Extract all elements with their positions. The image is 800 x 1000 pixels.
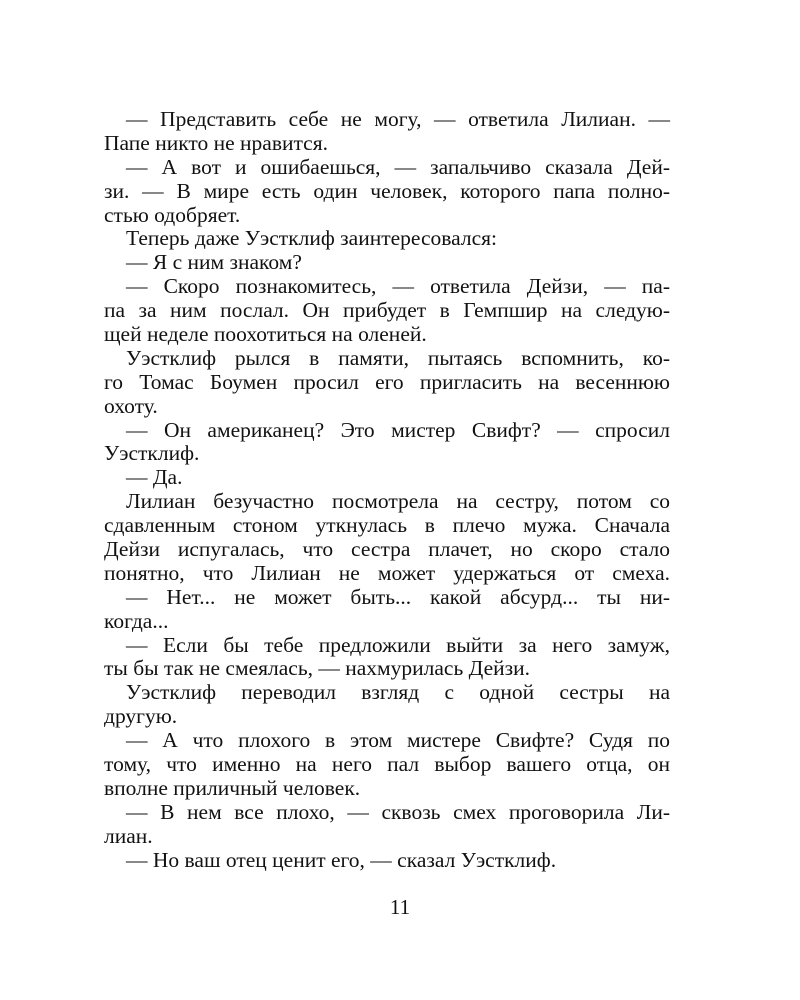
text-line: — Нет... не может быть... какой абсурд... ты ни- bbox=[126, 584, 670, 609]
text-line: — Представить себе не могу, — ответила Лилиан. — bbox=[126, 107, 670, 131]
page-text-block bbox=[104, 108, 670, 873]
text-line: зи. — В мире есть один человек, которого папа полно- bbox=[104, 178, 670, 203]
text-line: лиан. bbox=[104, 823, 153, 848]
text-line: когда... bbox=[104, 608, 169, 633]
text-line: понятно, что Лилиан не может удержаться от смеха. bbox=[104, 560, 670, 585]
text-line: Лилиан безучастно посмотрела на сестру, потом со bbox=[126, 489, 670, 514]
text-line: сдавленным стоном уткнулась в плечо мужа. Сначала bbox=[104, 513, 670, 538]
text-line: Уэстклиф рылся в памяти, пытаясь вспомнить, ко- bbox=[126, 345, 670, 370]
text-line: Папе никто не нравится. bbox=[104, 130, 328, 155]
text-line: — Да. bbox=[126, 465, 183, 490]
page-number: 11 bbox=[389, 895, 411, 919]
text-line: другую. bbox=[104, 704, 178, 729]
text-line: стью одобряет. bbox=[104, 202, 241, 227]
text-line: щей неделе поохотиться на оленей. bbox=[104, 322, 427, 347]
text-line: Уэстклиф. bbox=[104, 441, 200, 466]
text-line: — А что плохого в этом мистере Свифте? Судя по bbox=[126, 728, 670, 753]
text-line: тому, что именно на него пал выбор вашего отца, он bbox=[104, 752, 670, 777]
text-line: Дейзи испугалась, что сестра плачет, но скоро стало bbox=[104, 537, 670, 562]
text-line: ты бы так не смеялась, — нахмурилась Дейзи. bbox=[104, 656, 531, 681]
text-line: Теперь даже Уэстклиф заинтересовался: bbox=[126, 226, 498, 251]
text-line: па за ним послал. Он прибудет в Гемпшир на следую- bbox=[104, 298, 670, 323]
text-line: — Я с ним знаком? bbox=[126, 250, 302, 275]
text-line: — Он американец? Это мистер Свифт? — спросил bbox=[126, 417, 670, 442]
text-line: — Но ваш отец ценит его, — сказал Уэстклиф. bbox=[126, 847, 557, 872]
text-line: Уэстклиф переводил взгляд с одной сестры на bbox=[126, 680, 670, 705]
text-line: — Скоро познакомитесь, — ответила Дейзи, — па- bbox=[126, 274, 670, 299]
text-line: го Томас Боумен просил его пригласить на весеннюю bbox=[104, 369, 670, 394]
text-line: вполне приличный человек. bbox=[104, 775, 361, 800]
text-line: — В нем все плохо, — сквозь смех проговорила Ли- bbox=[126, 799, 670, 824]
text-line: — Если бы тебе предложили выйти за него замуж, bbox=[126, 632, 670, 657]
text-line: охоту. bbox=[104, 393, 158, 418]
text-line: — А вот и ошибаешься, — запальчиво сказала Дей- bbox=[126, 154, 670, 179]
